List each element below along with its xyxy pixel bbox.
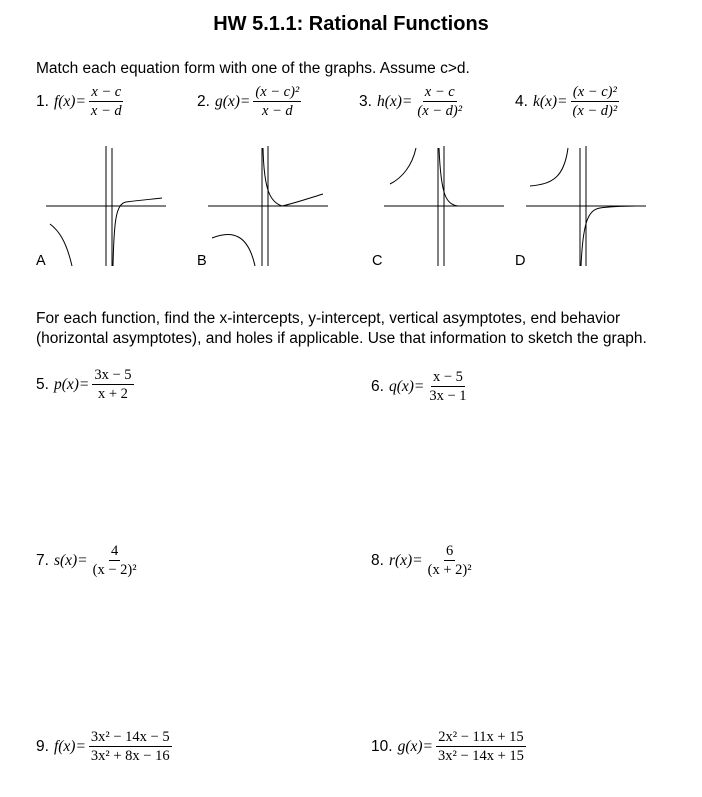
- numerator: x − c: [91, 84, 122, 100]
- equation-lhs: g(x)=: [214, 92, 251, 110]
- graph-b: [208, 146, 328, 266]
- problem-lhs: g(x)=: [397, 737, 433, 755]
- numerator: 3x − 5: [94, 367, 132, 383]
- numerator: x − c: [424, 84, 455, 100]
- problem-lhs: s(x)=: [53, 551, 88, 569]
- graph-a-left-branch: [50, 224, 72, 266]
- denominator: 3x − 1: [429, 388, 467, 404]
- equation-2: [197, 84, 301, 119]
- numerator: 3x² − 14x − 5: [90, 729, 170, 745]
- denominator: (x − 2)²: [92, 562, 137, 578]
- equation-fraction: [415, 84, 464, 119]
- problem-9: [36, 729, 172, 764]
- equation-3: [359, 84, 464, 119]
- problem-fraction: [436, 729, 526, 764]
- equation-number: 2.: [197, 92, 210, 110]
- denominator: (x − d)²: [572, 103, 618, 119]
- denominator: 3x² + 8x − 16: [90, 748, 170, 764]
- problem-lhs: p(x)=: [53, 375, 90, 393]
- graph-a-right-branch: [113, 198, 162, 266]
- equation-lhs: h(x)=: [376, 92, 413, 110]
- graph-d-right-branch: [581, 206, 644, 266]
- graph-b-right-branch: [263, 148, 323, 206]
- equation-fraction: [570, 84, 619, 119]
- problem-fraction: [427, 369, 468, 404]
- graph-d: [526, 146, 646, 266]
- denominator: 3x² − 14x + 15: [437, 748, 524, 764]
- denominator: (x − d)²: [417, 103, 463, 119]
- equation-number: 1.: [36, 92, 49, 110]
- denominator: x − d: [90, 103, 122, 119]
- equation-number: 3.: [359, 92, 372, 110]
- problem-lhs: r(x)=: [388, 551, 423, 569]
- problem-number: 10.: [371, 737, 393, 755]
- equation-1: [36, 84, 124, 119]
- problem-fraction: [92, 367, 133, 402]
- numerator: (x − c)²: [572, 84, 617, 100]
- equation-fraction: [89, 84, 124, 119]
- problem-10: [371, 729, 526, 764]
- denominator: (x + 2)²: [427, 562, 472, 578]
- graph-label-b: B: [197, 253, 207, 269]
- problem-number: 8.: [371, 551, 384, 569]
- equation-fraction: [253, 84, 301, 119]
- equation-lhs: k(x)=: [532, 92, 568, 110]
- equation-4: [515, 84, 619, 119]
- problem-lhs: f(x)=: [53, 737, 86, 755]
- graph-label-a: A: [36, 253, 46, 269]
- problem-number: 5.: [36, 375, 49, 393]
- equation-lhs: f(x)=: [53, 92, 86, 110]
- problem-fraction: [426, 543, 474, 578]
- graph-c: [384, 146, 504, 266]
- numerator: x − 5: [432, 369, 463, 385]
- problem-lhs: q(x)=: [388, 377, 425, 395]
- problem-number: 9.: [36, 737, 49, 755]
- numerator: 4: [110, 543, 119, 559]
- problem-6: [371, 369, 469, 404]
- problem-7: [36, 543, 139, 578]
- numerator: (x − c)²: [255, 84, 300, 100]
- numerator: 6: [445, 543, 454, 559]
- problem-8: [371, 543, 474, 578]
- problem-number: 7.: [36, 551, 49, 569]
- graph-c-right-branch: [439, 148, 500, 206]
- graph-a: [46, 146, 166, 266]
- problem-5: [36, 367, 134, 402]
- denominator: x + 2: [97, 386, 128, 402]
- matching-instruction: Match each equation form with one of the graphs. Assume c>d.: [36, 60, 470, 77]
- problem-fraction: [91, 543, 139, 578]
- graph-label-c: C: [372, 253, 383, 269]
- numerator: 2x² − 11x + 15: [438, 729, 524, 745]
- problem-fraction: [89, 729, 172, 764]
- denominator: x − d: [261, 103, 293, 119]
- graph-b-left-branch: [212, 234, 255, 266]
- graph-d-left-branch: [530, 148, 568, 186]
- problem-number: 6.: [371, 377, 384, 395]
- graph-label-d: D: [515, 253, 526, 269]
- page-title: HW 5.1.1: Rational Functions: [213, 13, 489, 35]
- graph-c-left-branch: [390, 148, 416, 184]
- equation-number: 4.: [515, 92, 528, 110]
- sketch-instruction: For each function, find the x-intercepts, y-intercept, vertical asymptotes, end behavior (horizontal asymptotes), and holes if applicable. Use that information to sketch the graph.: [36, 310, 647, 347]
- matching-graphs: [0, 140, 702, 270]
